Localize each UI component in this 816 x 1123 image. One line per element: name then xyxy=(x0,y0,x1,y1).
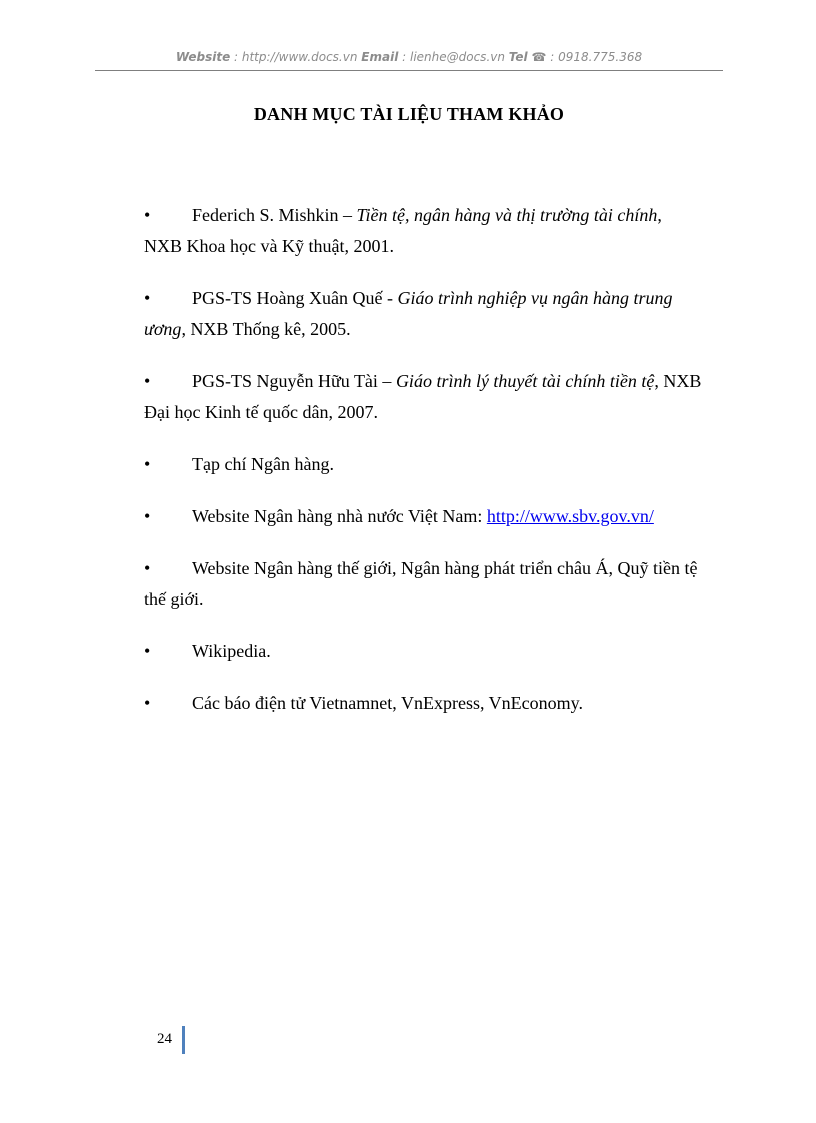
header-tel-value: : 0918.775.368 xyxy=(546,50,643,64)
reference-text: Tạp chí Ngân hàng. xyxy=(192,454,334,474)
sbv-website-link[interactable]: http://www.sbv.gov.vn/ xyxy=(486,506,654,526)
reference-item xyxy=(144,283,704,345)
bullet-icon: • xyxy=(144,641,151,661)
page-header xyxy=(95,50,723,70)
phone-icon: ☎ xyxy=(531,50,547,64)
bullet-icon: • xyxy=(144,205,151,225)
reference-text: Các báo điện tử Vietnamnet, VnExpress, VnEconomy. xyxy=(192,693,583,713)
bullet-icon: • xyxy=(144,454,151,474)
header-website-label: Website xyxy=(175,50,231,64)
header-email-label: Email xyxy=(361,50,399,64)
reference-text: Website Ngân hàng nhà nước Việt Nam: xyxy=(192,506,487,526)
reference-item xyxy=(144,501,704,532)
bullet-icon: • xyxy=(144,693,151,713)
reference-item xyxy=(144,636,704,667)
bullet-icon: • xyxy=(144,288,151,308)
header-email-value: : lienhe@docs.vn xyxy=(398,50,509,64)
reference-author: PGS-TS Nguyễn Hữu Tài – xyxy=(192,371,396,391)
reference-item xyxy=(144,553,704,615)
reference-author: PGS-TS Hoàng Xuân Quế - xyxy=(192,288,398,308)
bullet-icon: • xyxy=(144,506,151,526)
reference-item xyxy=(144,366,704,428)
reference-publisher: , NXB Đại học Kinh tế quốc dân, 2007. xyxy=(144,371,702,422)
page-title: DANH MỤC TÀI LIỆU THAM KHẢO xyxy=(253,104,565,124)
bullet-icon: • xyxy=(144,371,151,391)
header-website-value: : http://www.docs.vn xyxy=(230,50,362,64)
page-number: 24 xyxy=(157,1031,172,1047)
reference-publisher: , NXB Khoa học và Kỹ thuật, 2001. xyxy=(144,205,662,256)
reference-text: Wikipedia. xyxy=(192,641,271,661)
reference-item xyxy=(144,449,704,480)
reference-author: Federich S. Mishkin – xyxy=(192,205,357,225)
reference-publisher: , NXB Thống kê, 2005. xyxy=(181,319,351,339)
page-number-bar xyxy=(182,1026,185,1054)
reference-list xyxy=(144,200,704,740)
reference-item xyxy=(144,200,704,262)
header-divider xyxy=(95,70,723,71)
reference-work-title: Giáo trình nghiệp vụ ngân hàng trung ương xyxy=(144,288,673,339)
bullet-icon: • xyxy=(144,558,151,578)
header-tel-label: Tel xyxy=(508,50,528,64)
reference-work-title: Giáo trình lý thuyết tài chính tiền tệ xyxy=(395,371,655,391)
reference-text: Website Ngân hàng thế giới, Ngân hàng phát triển châu Á, Quỹ tiền tệ thế giới. xyxy=(144,558,698,609)
reference-work-title: Tiền tệ, ngân hàng và thị trường tài chính xyxy=(356,205,658,225)
reference-item xyxy=(144,688,704,719)
